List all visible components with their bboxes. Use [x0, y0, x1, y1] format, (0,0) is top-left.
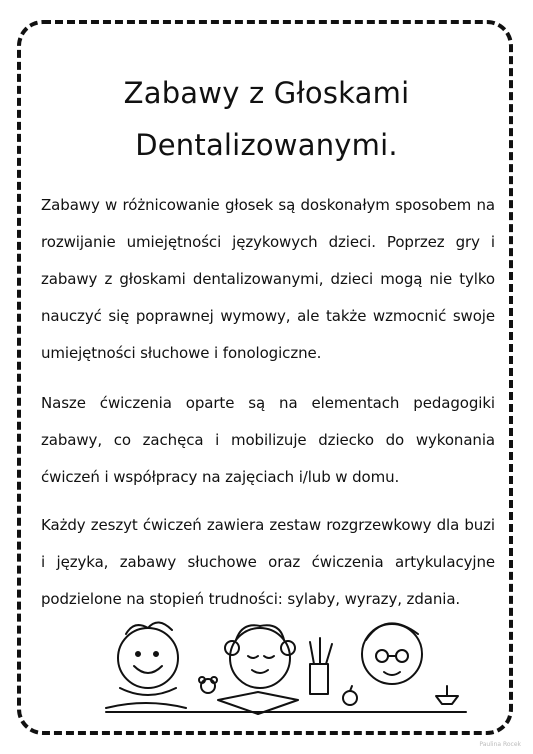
contents-paragraph: Każdy zeszyt ćwiczeń zawiera zestaw rozgrzewkowy dla buzi i języka, zabawy słuchowe oraz ćwiczenia artykulacyjne podzielone na stopień trudności: sylaby, wyrazy, zdania.: [41, 516, 495, 608]
children-reading-icon: [100, 600, 470, 720]
title-line-1: Zabawy z Głoskami: [123, 76, 410, 111]
page-title: [0, 67, 533, 171]
author-credit: Paulina Rocek: [479, 741, 521, 748]
method-paragraph: Nasze ćwiczenia oparte są na elementach pedagogiki zabawy, co zachęca i mobilizuje dziecko do wykonania ćwiczeń i współpracy na zajęciach i/lub w domu.: [41, 394, 495, 486]
intro-paragraph: Zabawy w różnicowanie głosek są doskonałym sposobem na rozwijanie umiejętności językowych dzieci. Poprzez gry i zabawy z głoskami dentalizowanymi, dzieci mogą nie tylko nauczyć się poprawnej wymowy, ale także wzmocnić swoje umiejętności słuchowe i fonologiczne.: [41, 196, 495, 362]
title-line-2: Dentalizowanymi.: [135, 128, 398, 163]
